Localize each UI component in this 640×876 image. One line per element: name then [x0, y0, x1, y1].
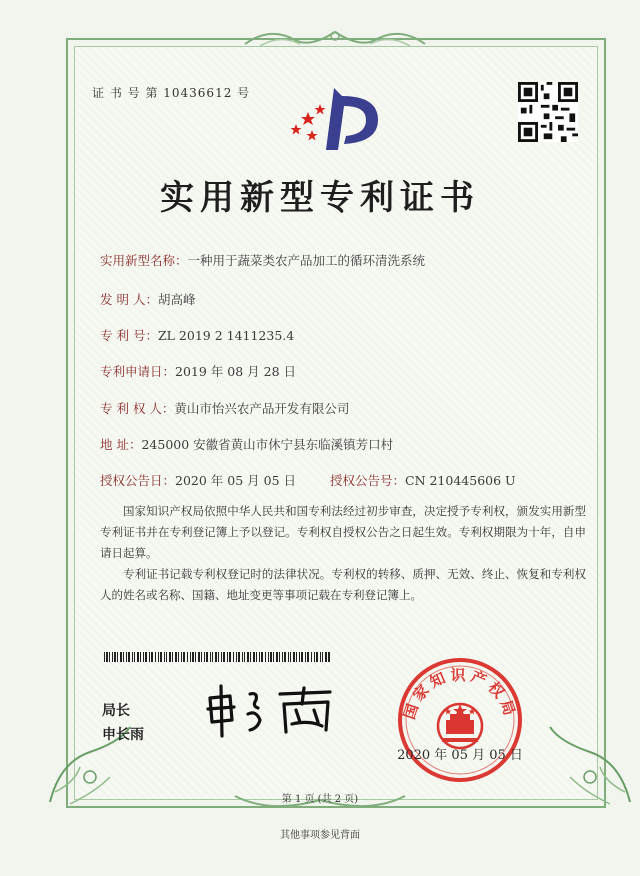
field-inventor	[100, 290, 195, 308]
certificate-title: 实用新型专利证书	[160, 178, 480, 218]
field-value: 2019 年 08 月 28 日	[175, 364, 297, 379]
field-label: 专 利 号：	[100, 328, 158, 343]
field-patent-number	[100, 326, 294, 344]
barcode-icon	[104, 652, 330, 662]
grant-pub-label: 授权公告号：	[329, 473, 405, 488]
certificate-number: 证 书 号 第 10436612 号	[92, 86, 251, 100]
signature-icon	[200, 680, 350, 740]
seal-date: 2020 年 05 月 05 日	[397, 748, 523, 763]
field-value: ZL 2019 2 1411235.4	[157, 328, 295, 343]
director-name: 申长雨	[102, 727, 144, 743]
grant-pub-number: CN 210445606 U	[405, 473, 516, 488]
field-value: 一种用于蔬菜类农产品加工的循环清洗系统	[187, 253, 426, 268]
field-label: 实用新型名称：	[100, 253, 188, 268]
field-grant	[100, 471, 516, 489]
field-application-date	[100, 362, 296, 380]
seal-icon	[396, 656, 524, 784]
back-note: 其他事项参见背面	[280, 830, 360, 841]
field-label: 地 址：	[100, 437, 142, 452]
top-ornament-icon	[240, 24, 430, 52]
seal-text: 国家知识产权局	[400, 666, 520, 722]
field-value: 245000 安徽省黄山市休宁县东临溪镇芳口村	[141, 437, 394, 452]
field-value: 胡高峰	[157, 292, 196, 307]
paragraph-legal-status: 专利证书记载专利权登记时的法律状况。专利权的转移、质押、无效、终止、恢复和专利权人的姓名或名称、国籍、地址变更等事项记载在专利登记簿上。	[100, 567, 586, 602]
grant-date-label: 授权公告日：	[100, 473, 176, 488]
director-title: 局长	[102, 703, 130, 719]
field-utility-model-name	[100, 251, 425, 269]
field-label: 专利申请日：	[100, 364, 176, 379]
field-label: 发 明 人：	[100, 292, 158, 307]
field-address	[100, 435, 393, 453]
qr-code-icon	[518, 82, 578, 142]
grant-date: 2020 年 05 月 05 日	[175, 473, 297, 488]
paragraph-grant: 国家知识产权局依照中华人民共和国专利法经过初步审查，决定授予专利权，颁发实用新型专利证书并在专利登记簿上予以登记。专利权自授权公告之日起生效。专利权期限为十年，自申请日起算。	[100, 504, 586, 560]
patent-emblem-icon	[286, 84, 386, 154]
field-patentee	[100, 399, 349, 417]
field-label: 专 利 权 人：	[100, 401, 175, 416]
page-number: 第 1 页 (共 2 页)	[281, 794, 359, 805]
field-value: 黄山市怡兴农产品开发有限公司	[174, 401, 350, 416]
